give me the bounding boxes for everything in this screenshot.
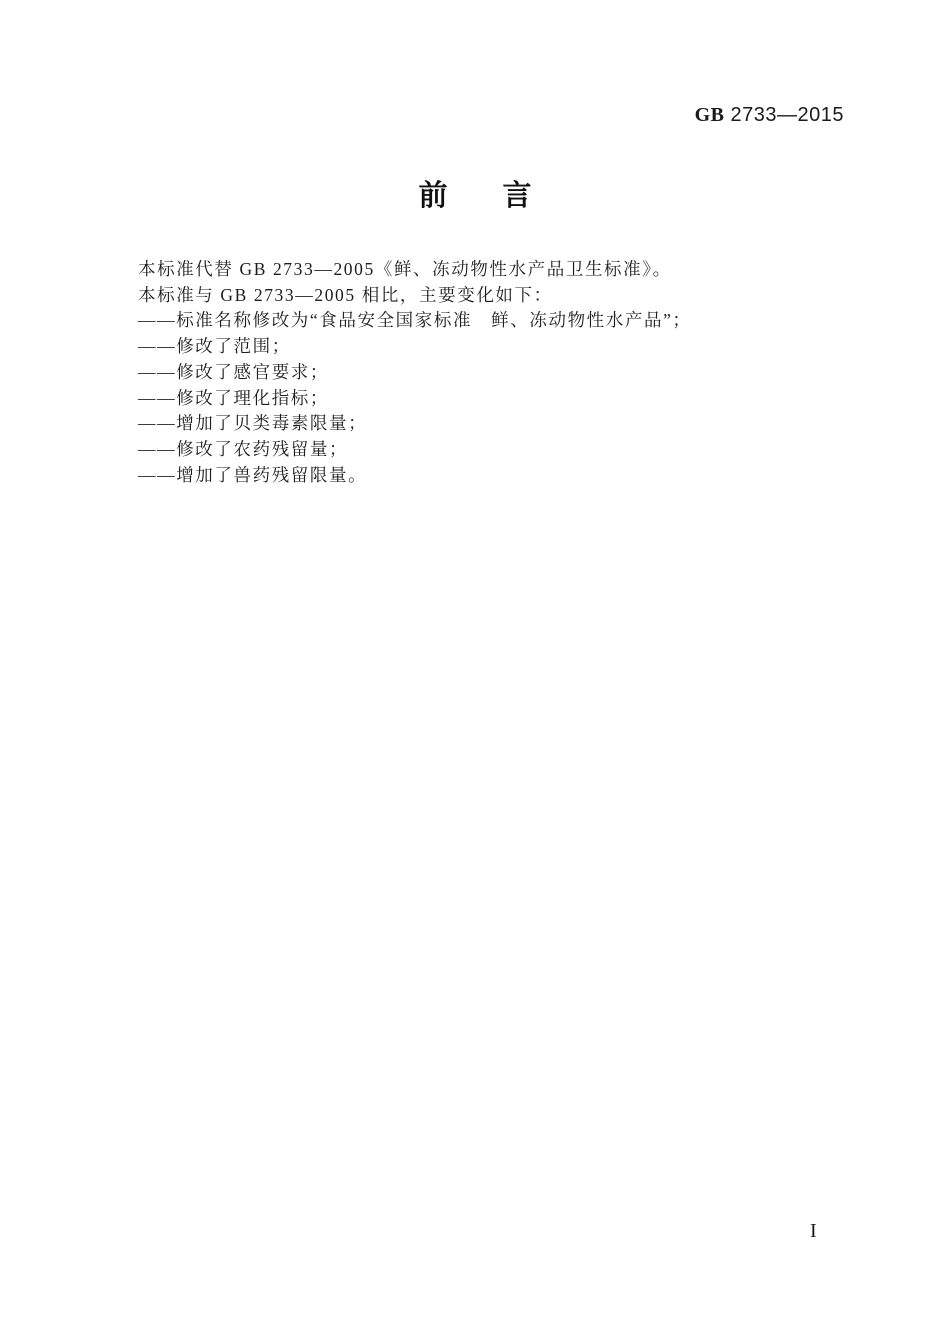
body-line: ——增加了贝类毒素限量； [138,413,368,434]
standard-code-number: 2733—2015 [730,104,844,126]
body-line: ——增加了兽药残留限量。 [138,464,368,485]
standard-code-prefix: GB [694,104,725,126]
page-number: I [810,1220,817,1242]
body-line: ——修改了感官要求； [138,361,329,382]
body-line: ——修改了农药残留量； [138,438,349,459]
body-line: 本标准与 GB 2733—2005 相比，主要变化如下： [138,284,553,305]
body-line: ——修改了范围； [138,336,291,357]
foreword-body [138,257,838,488]
body-line: ——修改了理化指标； [138,387,329,408]
standard-code [695,104,844,126]
page-title [0,180,950,212]
page-title-char-1: 前 [418,180,448,212]
body-line: ——标准名称修改为“食品安全国家标准 鲜、冻动物性水产品”； [138,310,692,331]
body-line: 本标准代替 GB 2733—2005《鲜、冻动物性水产品卫生标准》。 [138,259,672,279]
page-title-char-2: 言 [502,180,532,212]
